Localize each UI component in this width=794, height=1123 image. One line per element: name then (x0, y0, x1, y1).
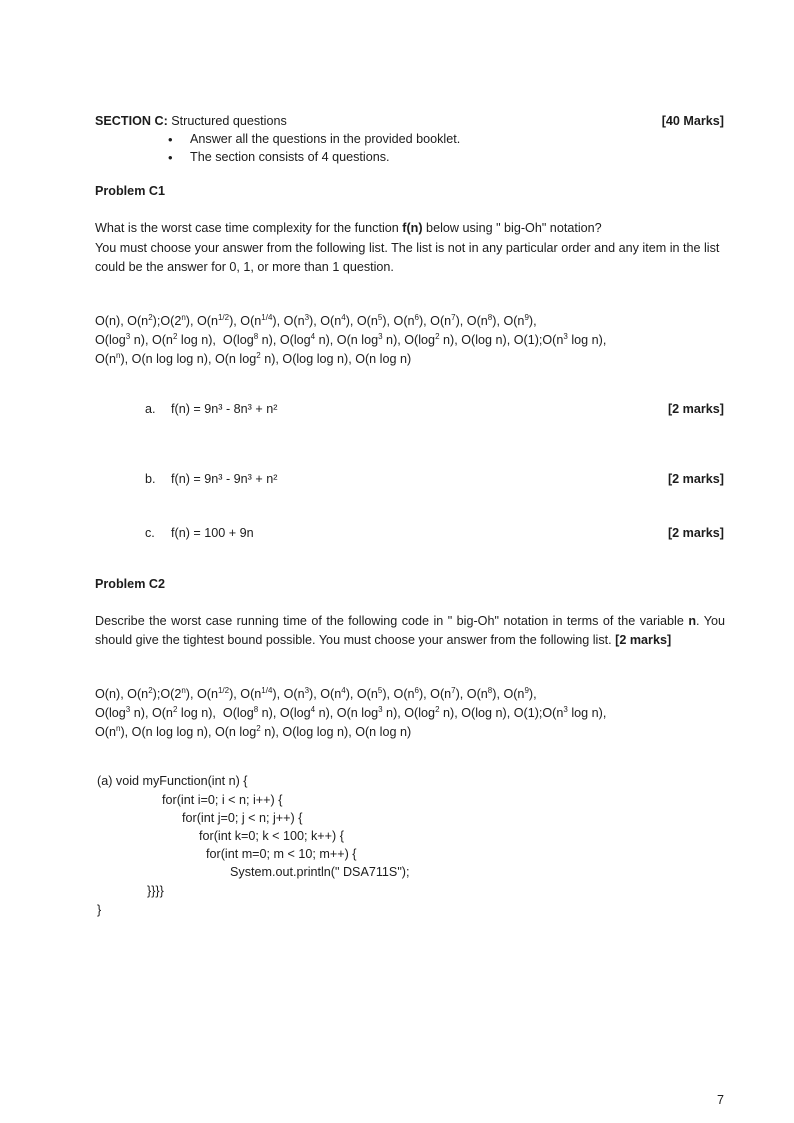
section-title (95, 114, 287, 128)
c1-answer-list: O(n), $O(n^2);O(2^n)$, $O(n^{1/2})$, $O(n^{1/4})$, $O(n^3)$, $O(n^4)$, $O(n^5)$, $O(n^6)$, $O(n^7)$, $O(n^8)$, $O(n^9)$, $O(\log^3$ n), $O(n^2$ log n), $O(\log^8$ n), $O(\log^4$ n), O(n $\log^3 n$), $O(\log^2$ n), O(log n), $O(1);O(n^3$ log n), $O(n^n)$, O(n log log n), O(n $\log^2 n$), O(log log n), O(n log n) (95, 313, 607, 366)
item-label: c. (145, 526, 155, 540)
item-expression: f(n) = 100 + 9n (171, 526, 254, 540)
code-line-2: for(int i=0; i < n; i++) { (162, 793, 283, 807)
code-line-3: for(int j=0; j < n; j++) { (182, 811, 303, 825)
code-line-1: (a) void myFunction(int n) { (97, 774, 248, 788)
section-title-text: Structured questions (167, 114, 287, 128)
bullet-text: The section consists of 4 questions. (190, 150, 390, 164)
item-expression: f(n) = 9n³ - 9n³ + n² (171, 472, 278, 486)
c1-item-b (145, 472, 278, 486)
bullet-text: Answer all the questions in the provided booklet. (190, 132, 461, 146)
c1-item-c-marks: [2 marks] (667, 526, 724, 540)
section-bullet-1 (168, 132, 460, 146)
code-line-8: } (97, 903, 102, 917)
item-label: b. (145, 472, 156, 486)
c1-question (95, 218, 725, 277)
c1-item-b-marks: [2 marks] (667, 472, 724, 486)
c1-question-line2: You must choose your answer from the following list. The list is not in any particular order and any item in the list could be the answer for 0, 1, or more than 1 question. (95, 241, 720, 274)
code-line-6: System.out.println(" DSA711S"); (230, 865, 410, 879)
section-marks: [40 Marks] (661, 114, 724, 128)
problem-c1-heading: Problem C1 (95, 184, 165, 198)
c1-item-a-marks: [2 marks] (667, 402, 724, 416)
c1-item-a (145, 402, 278, 416)
code-line-4: for(int k=0; k < 100; k++) { (199, 829, 344, 843)
c2-description: Describe the worst case running time of the following code in " big-Oh" notation in terms of the variable n. You should give the tightest bound possible. You must choose your answer from the following list. [2 marks] (95, 614, 725, 647)
c1-item-c (145, 526, 254, 540)
code-line-7: }}}} (147, 884, 164, 898)
c2-answer-list: O(n), $O(n^2);O(2^n)$, $O(n^{1/2})$, $O(n^{1/4})$, $O(n^3)$, $O(n^4)$, $O(n^5)$, $O(n^6)$, $O(n^7)$, $O(n^8)$, $O(n^9)$, $O(\log^3$ n), $O(n^2$ log n), $O(\log^8$ n), $O(\log^4$ n), O(n $\log^3 n$), $O(\log^2$ n), O(log n), $O(1);O(n^3$ log n), $O(n^n)$, O(n log log n), O(n $\log^2 n$), O(log log n), O(n log n) (95, 686, 607, 739)
item-expression: f(n) = 9n³ - 8n³ + n² (171, 402, 278, 416)
code-line-5: for(int m=0; m < 10; m++) { (206, 847, 357, 861)
page-number: 7 (717, 1093, 725, 1107)
section-bullet-2 (168, 150, 390, 164)
problem-c2-heading: Problem C2 (95, 577, 165, 591)
c1-question-line1: What is the worst case time complexity for the function f(n) below using " big-Oh" notation? (95, 221, 602, 235)
section-label: SECTION C: (95, 114, 168, 128)
item-label: a. (145, 402, 156, 416)
